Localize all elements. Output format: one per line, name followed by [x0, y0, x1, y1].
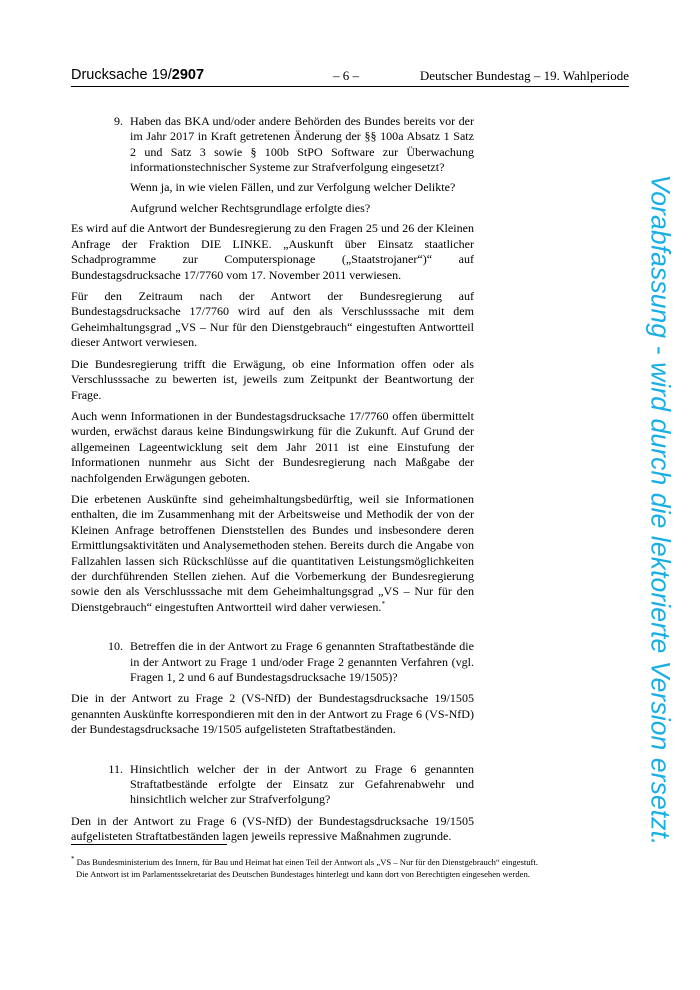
doc-number-bold: 2907 — [171, 67, 205, 83]
answer-paragraph-with-footnote — [71, 492, 474, 615]
footnote-line — [71, 856, 631, 868]
footnote-text: Die Antwort ist im Parlamentssekretariat des Deutschen Bundestages hinterlegt und kann dort von Berechtigten eingesehen werden. — [76, 869, 530, 879]
question-10 — [71, 639, 474, 685]
question-paragraph: Aufgrund welcher Rechtsgrundlage erfolgte dies? — [130, 201, 371, 216]
question-text — [130, 762, 474, 808]
page-body — [71, 114, 474, 845]
answer-paragraph: Die in der Antwort zu Frage 2 (VS-NfD) der Bundestagsdrucksache 19/1505 genannten Auskünfte korrespondieren mit den in der Antwort zu Frage 6 (VS-NfD) der Bundestagsdrucksache 19/1505 aufgelisteten Straftatbeständen. — [71, 691, 474, 737]
footnote-marker: * — [71, 855, 75, 864]
question-text — [130, 114, 474, 216]
doc-label: Drucksache — [71, 67, 148, 83]
answer-paragraph: Auch wenn Informationen in der Bundestagsdrucksache 17/7760 offen übermittelt wurden, erwächst daraus keine Bindungswirkung für die Zukunft. Auf Grund der allgemeinen Lageentwicklung seit dem Jahr 2011 ist eine Einstufung der Informationen nunmehr aus Sicht der Bundesregierung nach Maßgabe der nachfolgenden Erwägungen geboten. — [71, 408, 474, 485]
question-number: 11. — [108, 761, 123, 776]
question-9 — [71, 114, 474, 216]
question-number: 9. — [113, 114, 123, 128]
page-number: – 6 – — [333, 68, 359, 83]
answer-paragraph: Für den Zeitraum nach der Antwort der Bundesregierung auf Bundestagsdrucksache 17/7760 wird auf den als Verschlusssache mit dem Geheimhaltungsgrad „VS – Nur für den Dienstgebrauch“ eingestuften Antwortteil dieser Antwort verwiesen. — [71, 289, 474, 350]
footnote-text: Das Bundesministerium des Innern, für Bau und Heimat hat einen Teil der Antwort als „VS – Nur für den Dienstgebrauch“ eingestuft. — [76, 857, 538, 867]
question-text — [130, 639, 474, 685]
question-paragraph: Hinsichtlich welcher der in der Antwort zu Frage 6 genannten Straftatbestände erfolgte der Einsatz zur Gefahrenabwehr und hinsichtlich welcher zur Strafverfolgung? — [130, 761, 474, 807]
question-11 — [71, 762, 474, 808]
document-number — [71, 66, 204, 84]
publisher-label: Deutscher Bundestag – 19. Wahlperiode — [419, 68, 629, 83]
doc-series: 19/ — [151, 67, 172, 83]
page-header — [71, 66, 629, 87]
question-paragraph: Betreffen die in der Antwort zu Frage 6 genannten Straftatbestände die in der Antwort zu Frage 1 und/oder Frage 2 genannten Verfahren (vgl. Fragen 1, 2 und 6 auf Bundestagsdrucksache 19/1505)? — [130, 639, 474, 684]
question-paragraph: Wenn ja, in wie vielen Fällen, und zur Verfolgung welcher Delikte? — [130, 179, 456, 194]
question-number: 10. — [107, 639, 123, 654]
answer-text: Die erbetenen Auskünfte sind geheimhaltungsbedürftig, weil sie Informationen enthalten, die im Zusammenhang mit der Arbeitsweise und Methodik der von der Kleinen Anfrage betroffenen Dienststellen des Bundes und insbesondere deren Ermittlungsaktivitäten und Analysemethoden stehen. Bereits durch die Angabe von Fallzahlen lassen sich Rückschlüsse auf die quantitativen Leistungsmöglichkeiten der durchführenden Stellen ziehen. Auf die Vorbemerkung der Bundesregierung sowie den als Verschlusssache mit dem Geheimhaltungsgrad „VS – Nur für den Dienstgebrauch“ eingestuften Antwortteil wird daher verwiesen. — [71, 491, 474, 614]
question-paragraph: Haben das BKA und/oder andere Behörden des Bundes bereits vor der im Jahr 2017 in Kraft getretenen Änderung der §§ 100a Absatz 1 Satz 2 und Satz 3 sowie § 100b StPO Software zur Überwachung informationstechnischer Systeme zur Strafverfolgung eingesetzt? — [130, 114, 474, 175]
footnote — [71, 856, 631, 880]
footnote-marker: * — [381, 599, 385, 608]
footnote-divider — [71, 844, 227, 845]
answer-paragraph: Die Bundesregierung trifft die Erwägung, ob eine Information offen oder als Verschlusssache zu bewerten ist, jeweils zum Zeitpunkt der Beantwortung der Frage. — [71, 356, 474, 402]
answer-paragraph: Es wird auf die Antwort der Bundesregierung zu den Fragen 25 und 26 der Kleinen Anfrage der Fraktion DIE LINKE. „Auskunft über Einsatz staatlicher Schadprogramme zur Computerspionage („Staatstrojaner“)“ auf Bundestagsdrucksache 17/7760 vom 17. November 2011 verwiesen. — [71, 221, 474, 282]
watermark-text: Vorabfassung - wird durch die lektorierte Version ersetzt. — [645, 174, 676, 846]
answer-paragraph: Den in der Antwort zu Frage 6 (VS-NfD) der Bundestagsdrucksache 19/1505 aufgelisteten Straftatbeständen lagen jeweils repressive Maßnahmen zugrunde. — [71, 813, 474, 844]
